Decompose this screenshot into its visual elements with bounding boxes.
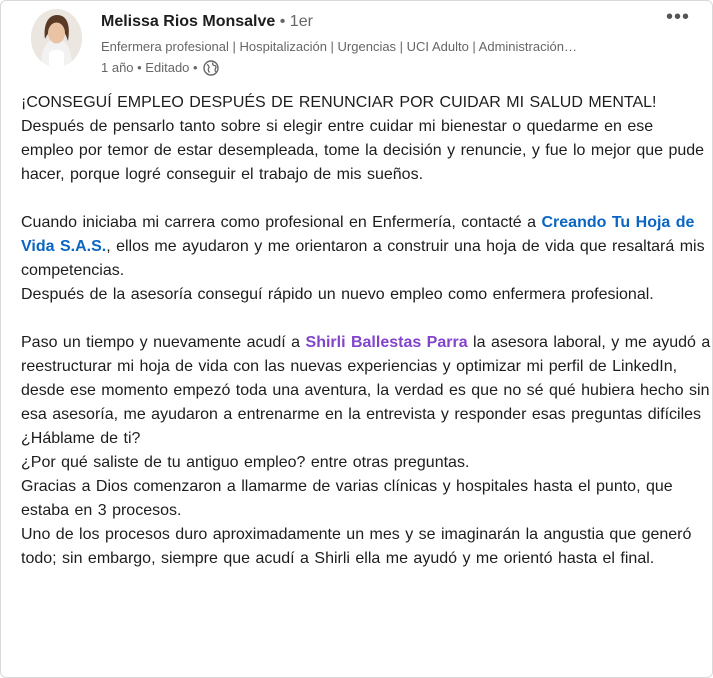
paragraph-gap	[21, 307, 711, 331]
mention-creando-tu-hoja-de-vida[interactable]: Creando Tu Hoja de Vida S.A.S.	[21, 214, 695, 255]
post-header	[1, 1, 712, 85]
paragraph-4-start: Paso un tiempo y nuevamente acudí a	[21, 334, 306, 351]
paragraph-4-end: la asesora laboral, y me ayudó a reestructurar mi hoja de vida con las nuevas experiencias y optimizar mi perfil de LinkedIn, desde ese momento empezó toda una aventura, la verdad es que no sé qué hubiera hecho sin esa asesoría, me ayudaron a entrenarme en la entrevista y responder esas preguntas difíciles	[21, 334, 711, 423]
author-name-line	[101, 11, 313, 33]
post-meta-text: 1 año • Editado •	[101, 60, 198, 75]
paragraph-1: ¡CONSEGUÍ EMPLEO DESPUÉS DE RENUNCIAR POR CUIDAR MI SALUD MENTAL! Después de pensarlo tanto sobre si elegir entre cuidar mi bienestar o quedarme en ese empleo por temor de estar desempleada, tome la decisión y renuncie, y fue lo mejor que pude hacer, porque logré conseguir el trabajo de mis sueños.	[21, 94, 705, 183]
globe-icon	[203, 60, 219, 76]
post-text	[21, 91, 711, 571]
more-options-icon[interactable]: •••	[665, 5, 690, 28]
avatar[interactable]	[31, 9, 82, 67]
author-headline: Enfermera profesional | Hospitalización | Urgencias | UCI Adulto | Administración…	[101, 39, 577, 54]
mention-shirli-ballestas-parra[interactable]: Shirli Ballestas Parra	[305, 334, 468, 351]
author-name[interactable]: Melissa Rios Monsalve	[101, 13, 276, 30]
post-meta	[101, 59, 219, 77]
paragraph-4	[21, 331, 711, 427]
paragraph-5: ¿Háblame de ti?	[21, 430, 141, 447]
paragraph-6: ¿Por qué saliste de tu antiguo empleo? entre otras preguntas.	[21, 454, 470, 471]
paragraph-3: Después de la asesoría conseguí rápido un nuevo empleo como enfermera profesional.	[21, 286, 654, 303]
paragraph-2	[21, 211, 711, 283]
connection-degree: • 1er	[275, 13, 313, 30]
paragraph-2-end: , ellos me ayudaron y me orientaron a construir una hoja de vida que resaltará mis competencias.	[21, 238, 705, 279]
paragraph-8: Uno de los procesos duro aproximadamente un mes y se imaginarán la angustia que generó todo; sin embargo, siempre que acudí a Shirli ella me ayudó y me orientó hasta el final.	[21, 526, 692, 567]
paragraph-2-start: Cuando iniciaba mi carrera como profesional en Enfermería, contacté a	[21, 214, 542, 231]
profile-photo	[31, 9, 82, 67]
paragraph-7: Gracias a Dios comenzaron a llamarme de varias clínicas y hospitales hasta el punto, que estaba en 3 procesos.	[21, 478, 673, 519]
paragraph-gap	[21, 187, 711, 211]
